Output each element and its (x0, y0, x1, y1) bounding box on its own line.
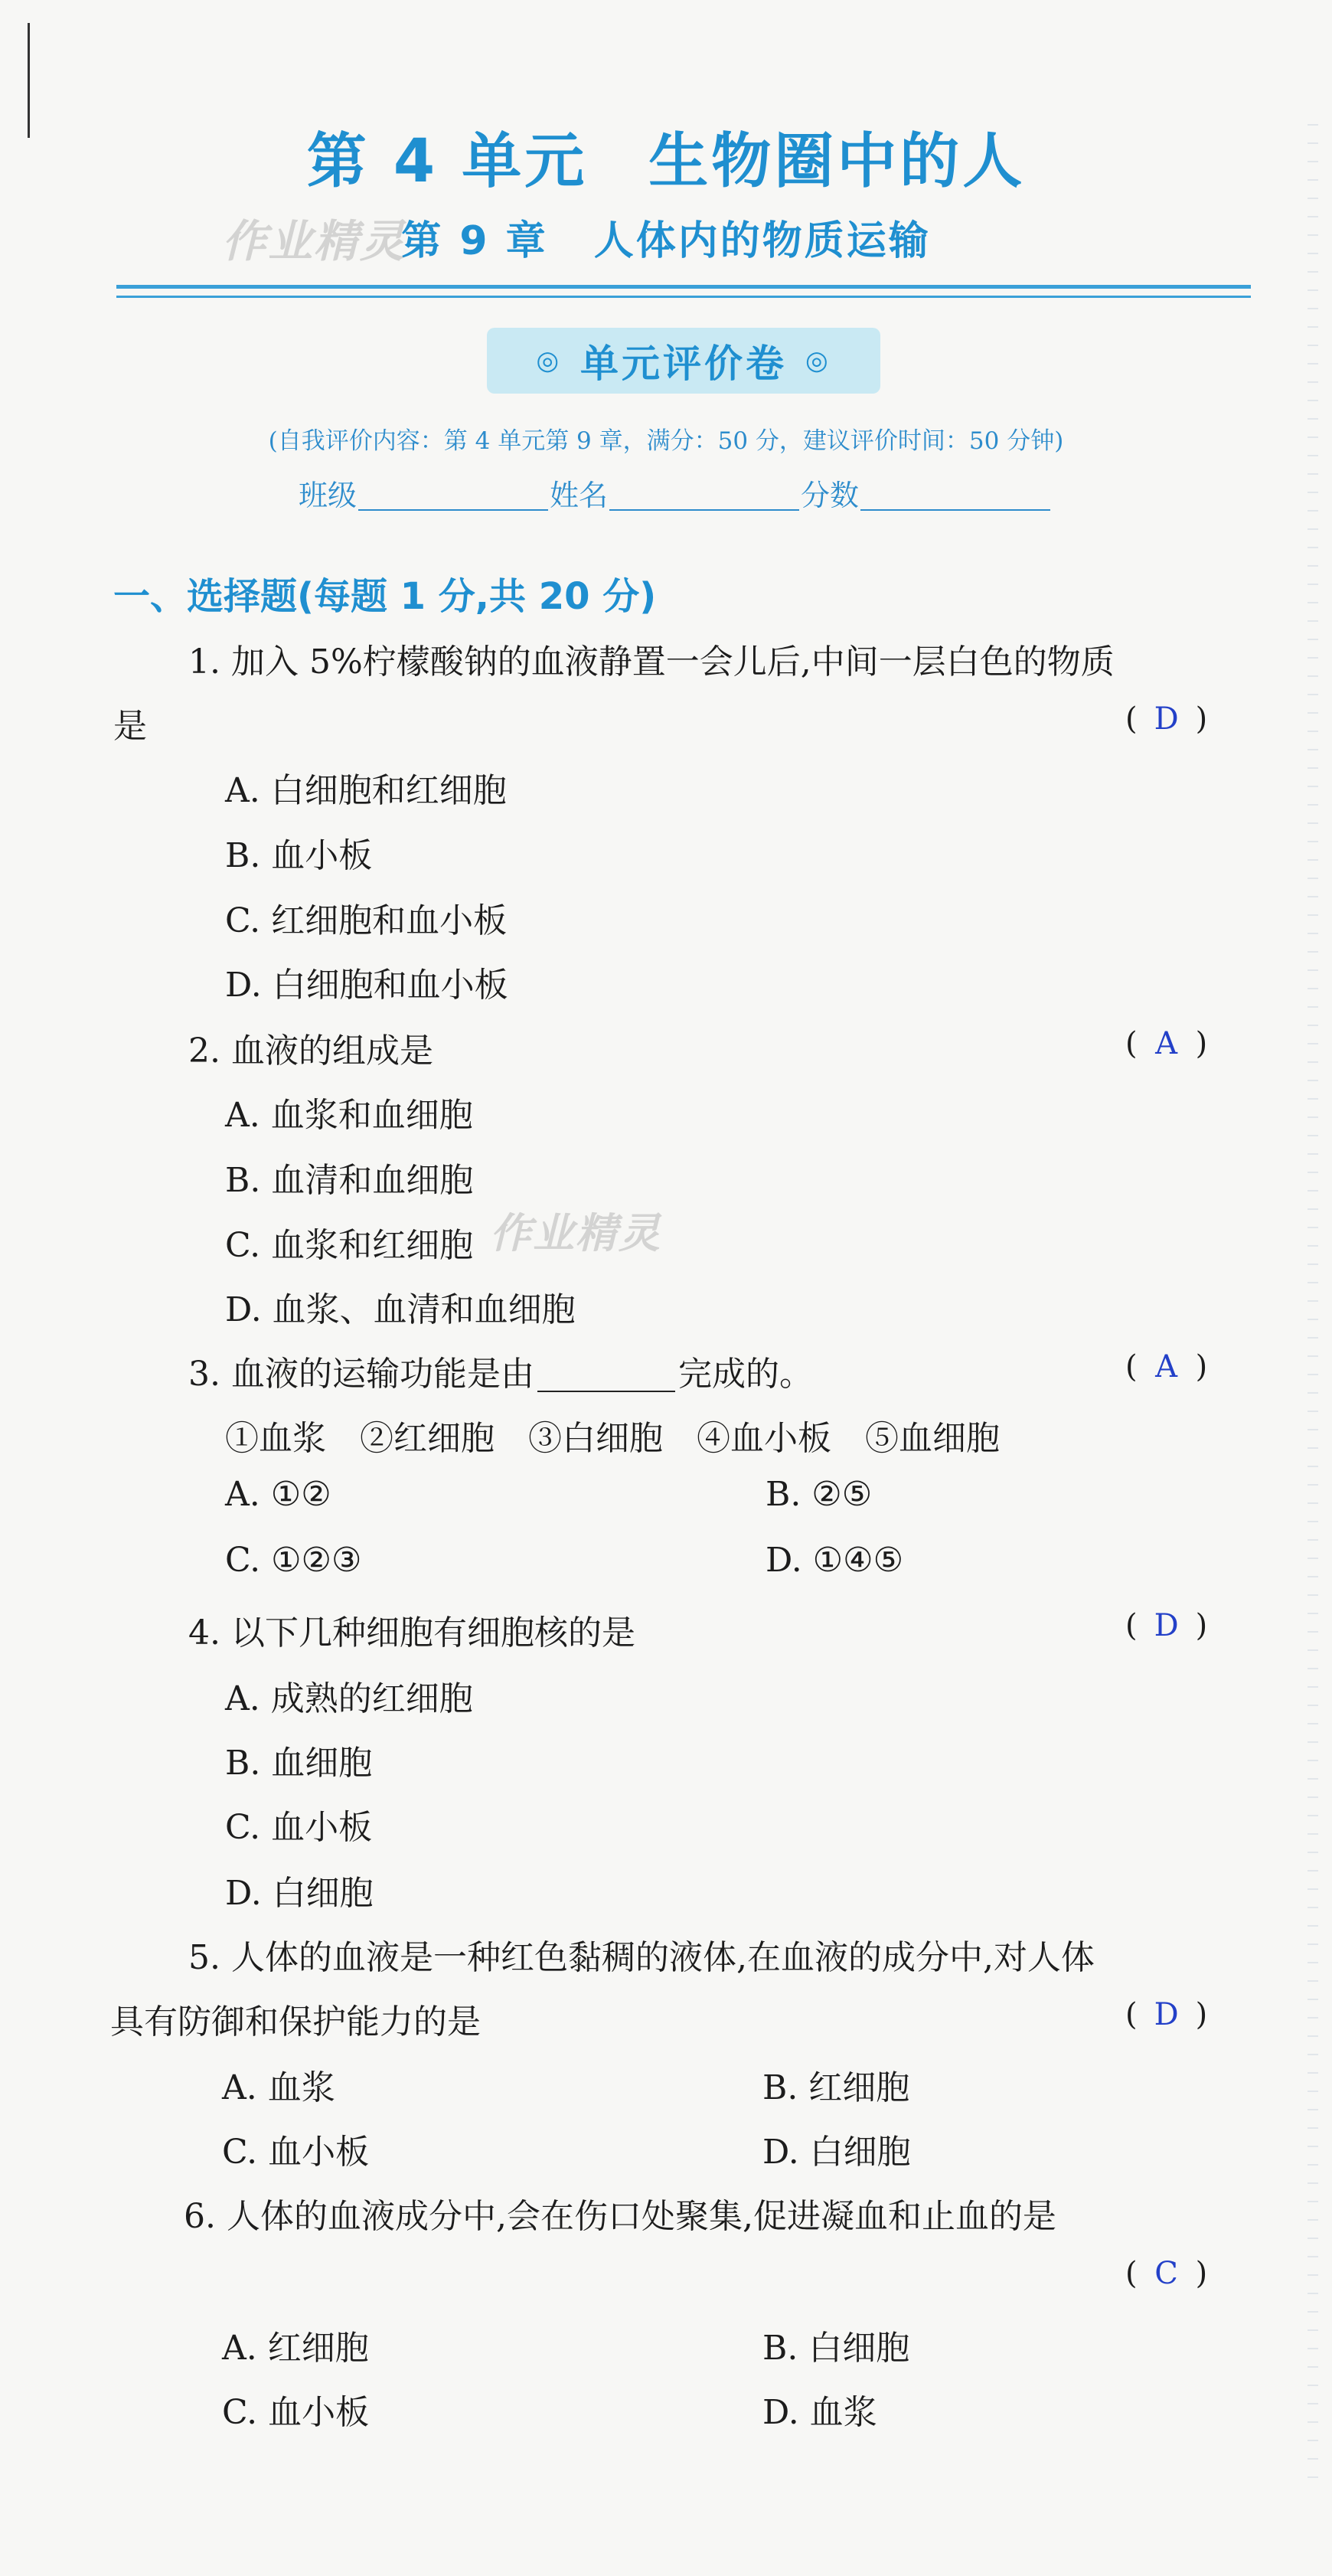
q3-option: A. ①② (225, 1475, 331, 1514)
q4-option: B. 血细胞 (225, 1744, 373, 1783)
q4-option: C. 血小板 (225, 1808, 373, 1847)
chapter-label: 第 9 章 (401, 218, 548, 264)
q3-option: D. ①④⑤ (766, 1541, 904, 1580)
q3-option: C. ①②③ (225, 1541, 362, 1580)
name-label: 姓名 (550, 479, 609, 512)
q5-answer: ( D ) (1125, 1997, 1208, 2032)
q1-option: B. 血小板 (225, 836, 373, 875)
q1-option: C. 红细胞和血小板 (225, 901, 508, 940)
q3-option: B. ②⑤ (766, 1475, 873, 1514)
q3-stem: 3. 血液的运输功能是由 完成的。 (188, 1355, 813, 1394)
q1-option: A. 白细胞和红细胞 (225, 771, 507, 810)
badge-mark-icon: ◎ (536, 345, 562, 376)
q2-answer: ( A ) (1125, 1026, 1208, 1061)
q3-items: ①血浆 ②红细胞 ③白细胞 ④血小板 ⑤血细胞 (225, 1419, 1000, 1458)
q5-option: C. 血小板 (222, 2133, 370, 2172)
badge-mark-icon: ◎ (805, 345, 831, 376)
q1-stem: 1. 加入 5%柠檬酸钠的血液静置一会儿后,中间一层白色的物质 (188, 642, 1115, 682)
section-badge (487, 328, 880, 394)
q1-answer: ( D ) (1125, 701, 1208, 737)
chapter-name: 人体内的物质运输 (593, 218, 931, 264)
class-label: 班级 (299, 479, 357, 512)
q2-stem: 2. 血液的组成是 (188, 1031, 433, 1071)
q4-option: A. 成熟的红细胞 (225, 1679, 473, 1718)
name-field[interactable] (609, 479, 799, 511)
chapter-title (0, 208, 1332, 266)
score-label: 分数 (801, 479, 860, 512)
q5-stem-cont: 具有防御和保护能力的是 (110, 2002, 481, 2042)
title-rule (116, 285, 1251, 289)
q6-option: A. 红细胞 (222, 2329, 369, 2368)
class-field[interactable] (358, 479, 548, 511)
q4-stem: 4. 以下几种细胞有细胞核的是 (188, 1613, 635, 1652)
watermark: 作业精灵 (222, 215, 406, 267)
q1-option: D. 白细胞和血小板 (225, 966, 508, 1005)
q6-option: B. 白细胞 (762, 2329, 910, 2368)
q2-option: C. 血浆和红细胞 (225, 1226, 474, 1265)
q6-option: C. 血小板 (222, 2393, 370, 2432)
q6-option: D. 血浆 (762, 2393, 877, 2432)
q1-stem-cont: 是 (113, 707, 147, 746)
q5-option: D. 白细胞 (762, 2133, 911, 2172)
score-field[interactable] (860, 479, 1050, 511)
q6-answer: ( C ) (1125, 2256, 1208, 2291)
q2-option: D. 血浆、血清和血细胞 (225, 1290, 576, 1329)
student-info-fields (299, 472, 1052, 514)
q3-blank (537, 1358, 675, 1392)
title-rule-thin (116, 296, 1251, 298)
section-heading: 一、选择题(每题 1 分,共 20 分) (113, 575, 657, 618)
q4-answer: ( D ) (1125, 1608, 1208, 1643)
q5-option: B. 红细胞 (762, 2068, 910, 2107)
q2-option: A. 血浆和血细胞 (225, 1096, 473, 1135)
unit-title (0, 113, 1332, 199)
assessment-note: (自我评价内容：第 4 单元第 9 章，满分：50 分，建议评价时间：50 分钟) (268, 427, 1064, 455)
unit-label: 第 4 单元 (306, 127, 588, 196)
q4-option: D. 白细胞 (225, 1874, 374, 1913)
q2-option: B. 血清和血细胞 (225, 1161, 474, 1200)
q5-stem: 5. 人体的血液是一种红色黏稠的液体,在血液的成分中,对人体 (188, 1938, 1095, 1977)
q3-answer: ( A ) (1125, 1349, 1208, 1384)
q6-stem: 6. 人体的血液成分中,会在伤口处聚集,促进凝血和止血的是 (184, 2197, 1056, 2236)
q5-option: A. 血浆 (222, 2068, 335, 2107)
unit-name: 生物圈中的人 (648, 127, 1026, 196)
watermark: 作业精灵 (490, 1209, 661, 1257)
page-edge-pattern (1308, 107, 1318, 2481)
badge-label: 单元评价卷 (580, 342, 787, 386)
